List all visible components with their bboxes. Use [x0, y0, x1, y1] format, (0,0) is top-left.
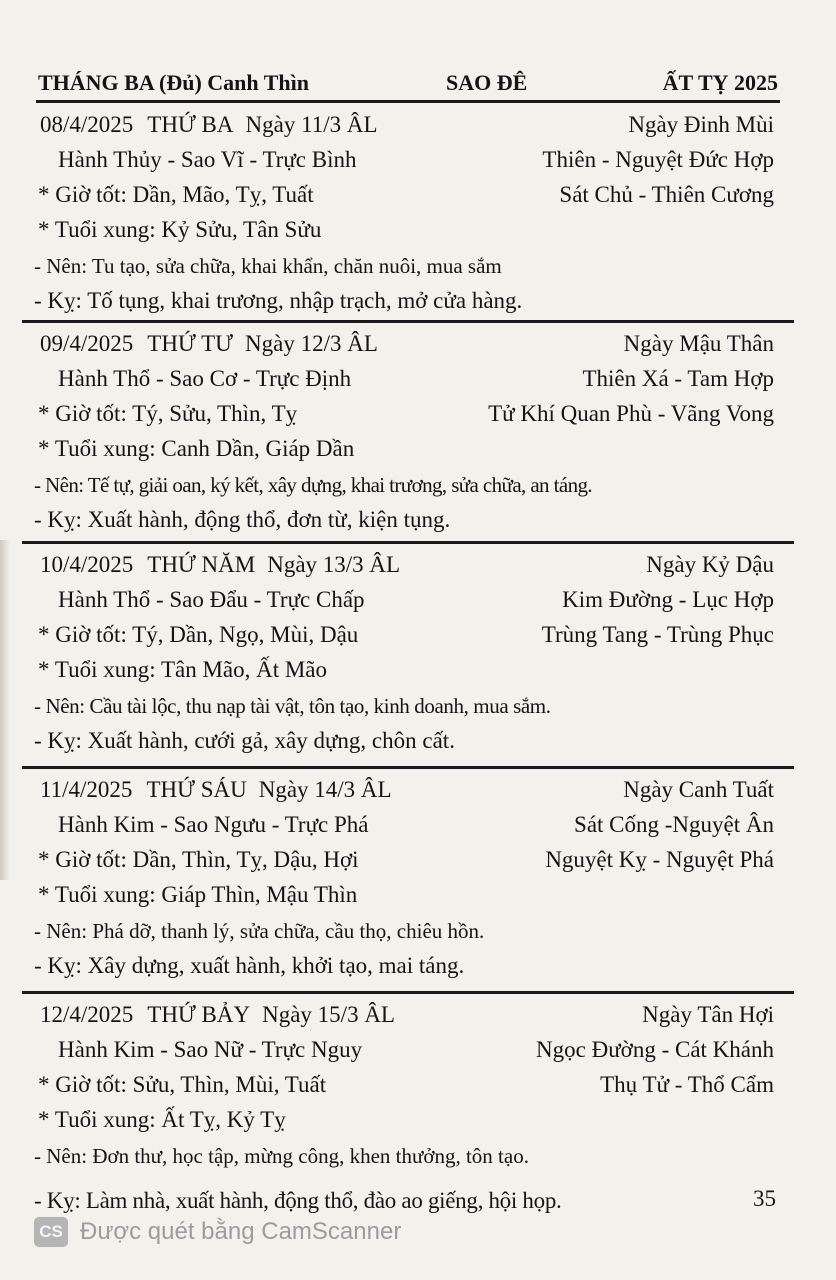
entry-bad-stars: Nguyệt Kỵ - Nguyệt Phá: [545, 847, 774, 872]
entry-bad-stars: Thụ Tử - Thổ Cẩm: [600, 1072, 774, 1097]
entry-should-do: - Nên: Tu tạo, sửa chữa, khai khẩn, chăn nuôi, mua sắm: [34, 254, 502, 278]
entry-date-line: [40, 329, 378, 359]
entry-divider: [22, 541, 794, 544]
entry-weekday: THỨ SÁU: [146, 777, 247, 802]
entry-divider: [22, 991, 794, 994]
entry-weekday: THỨ NĂM: [147, 552, 256, 577]
entry-good-stars: Sát Cống -Nguyệt Ân: [574, 812, 774, 837]
entry-good-hours: * Giờ tốt: Tý, Sửu, Thìn, Tỵ: [38, 401, 298, 426]
entry-age-conflict: * Tuổi xung: Kỷ Sửu, Tân Sửu: [38, 217, 322, 242]
entry-date: 10/4/2025: [40, 552, 134, 577]
entry-lunar-date: Ngày 11/3 ÂL: [245, 112, 378, 137]
entry-date-line: [40, 775, 392, 805]
entry-element: Hành Thổ - Sao Cơ - Trực Định: [58, 366, 352, 391]
entry-day-name: Ngày Canh Tuất: [623, 777, 774, 802]
entry-should-do: - Nên: Cầu tài lộc, thu nạp tài vật, tôn tạo, kinh doanh, mua sắm.: [34, 694, 551, 718]
entry-should-do: - Nên: Đơn thư, học tập, mừng công, khen thưởng, tôn tạo.: [34, 1144, 529, 1168]
entry-good-stars: Kim Đường - Lục Hợp: [562, 587, 774, 612]
entry-weekday: THỨ TƯ: [147, 331, 234, 356]
watermark-text: Được quét bằng CamScanner: [80, 1218, 402, 1245]
entry-good-hours: * Giờ tốt: Tý, Dần, Ngọ, Mùi, Dậu: [38, 622, 359, 647]
entry-avoid: - Kỵ: Xây dựng, xuất hành, khởi tạo, mai táng.: [34, 953, 465, 978]
page-header: [36, 66, 780, 103]
entry-day-name: Ngày Tân Hợi: [642, 1002, 774, 1027]
entry-should-do: - Nên: Tế tự, giải oan, ký kết, xây dựng, khai trương, sửa chữa, an táng.: [34, 473, 593, 497]
entry-lunar-date: Ngày 13/3 ÂL: [267, 552, 401, 577]
entry-age-conflict: * Tuổi xung: Tân Mão, Ất Mão: [38, 657, 328, 682]
entry-day-name: Ngày Kỷ Dậu: [646, 552, 774, 577]
entry-age-conflict: * Tuổi xung: Giáp Thìn, Mậu Thìn: [38, 882, 358, 907]
entry-day-name: Ngày Mậu Thân: [623, 331, 774, 356]
entry-good-stars: Thiên Xá - Tam Hợp: [582, 366, 774, 391]
entry-element: Hành Kim - Sao Ngưu - Trực Phá: [58, 812, 369, 837]
entry-divider: [22, 320, 794, 323]
entry-bad-stars: Tử Khí Quan Phù - Vãng Vong: [488, 401, 774, 426]
header-year: ẤT TỴ 2025: [662, 70, 778, 95]
page-number: 35: [753, 1186, 776, 1211]
entry-date: 12/4/2025: [40, 1002, 134, 1027]
entry-avoid: - Kỵ: Làm nhà, xuất hành, động thổ, đào ao giếng, hội họp.: [34, 1188, 562, 1213]
entry-bad-stars: Sát Chủ - Thiên Cương: [559, 182, 774, 207]
entry-element: Hành Kim - Sao Nữ - Trực Nguy: [58, 1037, 363, 1062]
entry-good-stars: Ngọc Đường - Cát Khánh: [536, 1037, 774, 1062]
entry-day-name: Ngày Đinh Mùi: [628, 112, 774, 137]
entry-avoid: - Kỵ: Tố tụng, khai trương, nhập trạch, mở cửa hàng.: [34, 288, 523, 313]
entry-element: Hành Thủy - Sao Vĩ - Trực Bình: [58, 147, 357, 172]
entry-date: 08/4/2025: [40, 112, 134, 137]
entry-date: 09/4/2025: [40, 331, 134, 356]
entry-age-conflict: * Tuổi xung: Ất Tỵ, Kỷ Tỵ: [38, 1107, 286, 1132]
entry-weekday: THỨ BA: [147, 112, 234, 137]
entry-date-line: [40, 110, 378, 140]
entry-lunar-date: Ngày 15/3 ÂL: [262, 1002, 395, 1027]
entry-avoid: - Kỵ: Xuất hành, cưới gả, xây dựng, chôn cất.: [34, 728, 455, 753]
entry-bad-stars: Trùng Tang - Trùng Phục: [541, 622, 774, 647]
header-star: SAO ĐÊ: [446, 70, 528, 95]
entry-age-conflict: * Tuổi xung: Canh Dần, Giáp Dần: [38, 436, 355, 461]
camscanner-logo-icon: CS: [34, 1217, 68, 1247]
entry-good-hours: * Giờ tốt: Dần, Mão, Tỵ, Tuất: [38, 182, 314, 207]
entry-date-line: [40, 1000, 395, 1030]
entry-lunar-date: Ngày 12/3 ÂL: [245, 331, 378, 356]
entry-good-stars: Thiên - Nguyệt Đức Hợp: [542, 147, 774, 172]
page-edge-shadow: [0, 540, 10, 880]
entry-date-line: [40, 550, 400, 580]
entry-should-do: - Nên: Phá dỡ, thanh lý, sửa chữa, cầu thọ, chiêu hồn.: [34, 919, 485, 943]
entry-good-hours: * Giờ tốt: Dần, Thìn, Tỵ, Dậu, Hợi: [38, 847, 359, 872]
entry-weekday: THỨ BẢY: [147, 1002, 251, 1027]
entry-good-hours: * Giờ tốt: Sửu, Thìn, Mùi, Tuất: [38, 1072, 327, 1097]
entry-date: 11/4/2025: [40, 777, 133, 802]
camscanner-watermark: [34, 1212, 401, 1252]
entry-element: Hành Thổ - Sao Đẩu - Trực Chấp: [58, 587, 365, 612]
entry-lunar-date: Ngày 14/3 ÂL: [258, 777, 392, 802]
header-month: THÁNG BA (Đủ) Canh Thìn: [38, 70, 310, 95]
entry-avoid: - Kỵ: Xuất hành, động thổ, đơn từ, kiện tụng.: [34, 507, 451, 532]
entry-divider: [22, 766, 794, 769]
